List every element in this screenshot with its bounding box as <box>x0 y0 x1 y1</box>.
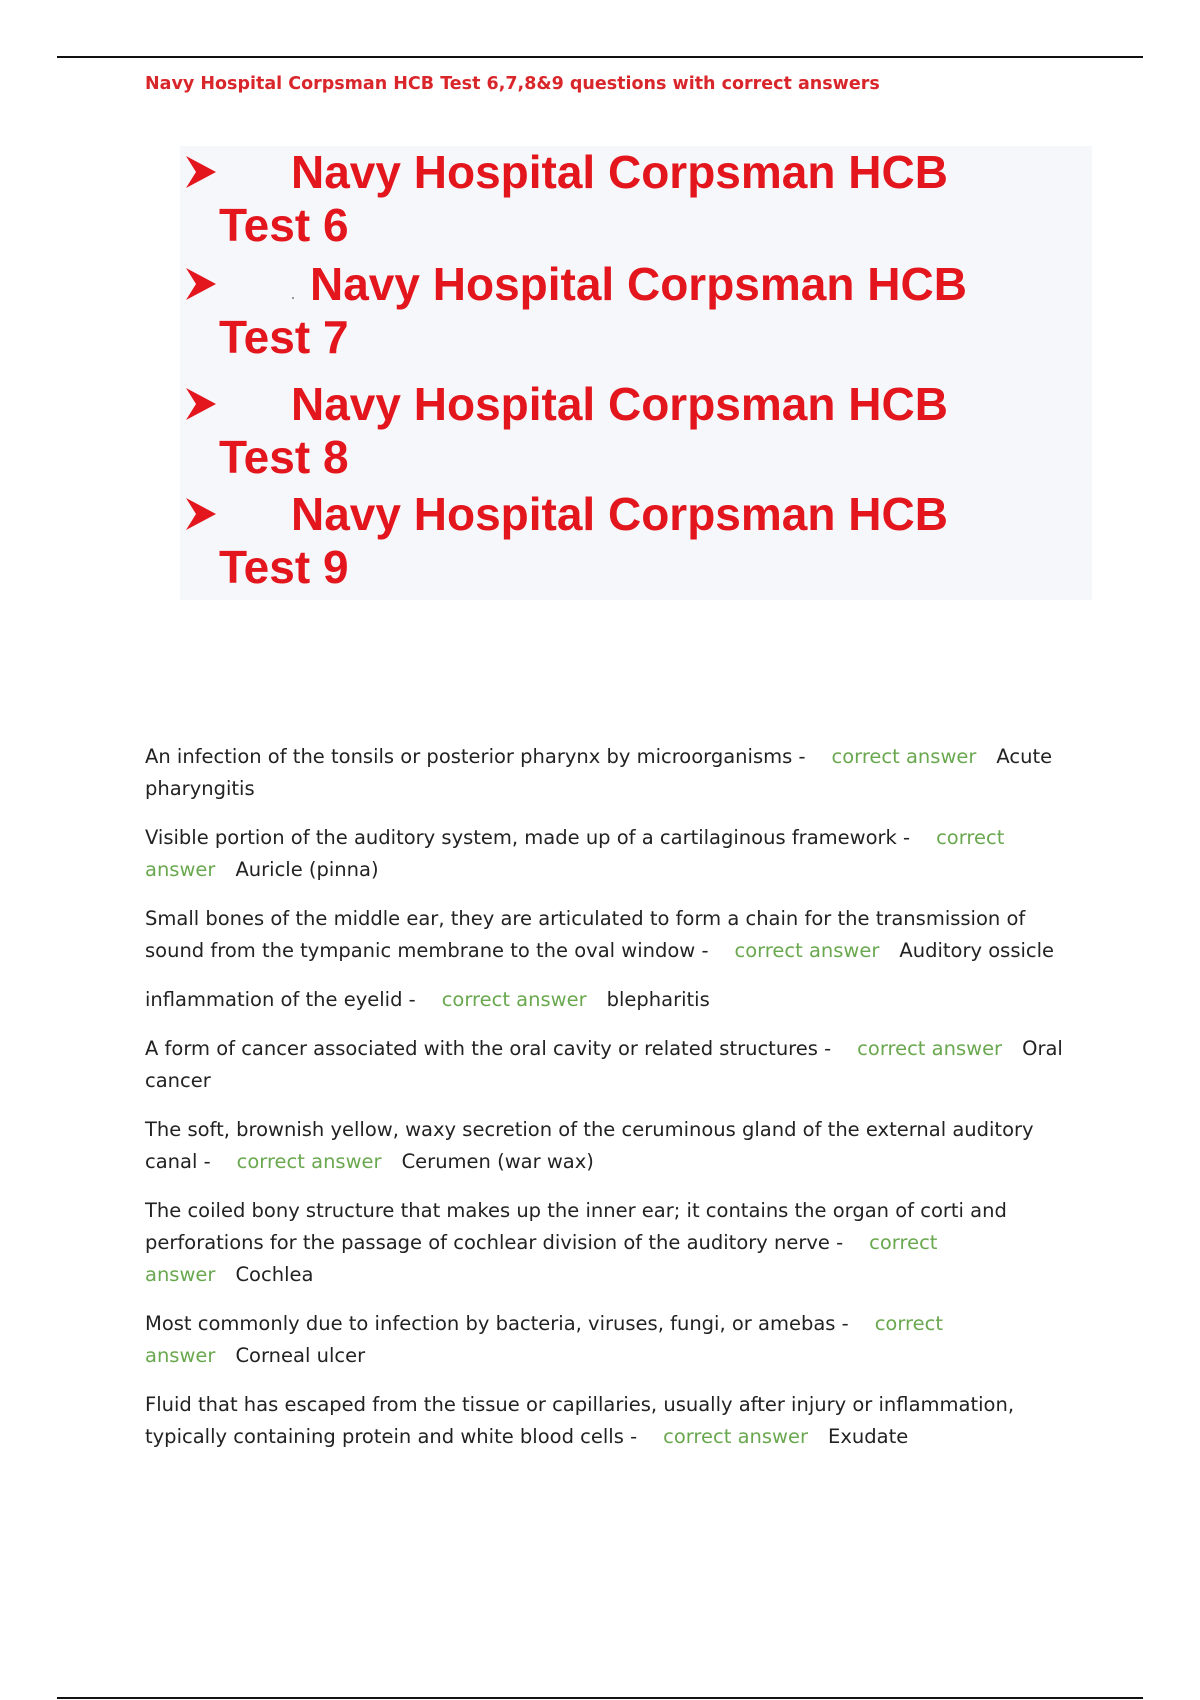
answer-text: Auditory ossicle <box>899 939 1055 962</box>
qa-item <box>145 984 1085 1016</box>
title-line: Navy Hospital Corpsman HCB <box>291 488 948 540</box>
correct-answer-label: correct answer <box>145 1231 938 1286</box>
title-item <box>180 378 1092 490</box>
qa-item <box>145 822 1085 886</box>
question-text: The soft, brownish yellow, waxy secretion of the ceruminous gland of the external auditory canal - <box>145 1118 1034 1173</box>
answer-text: Cochlea <box>235 1263 314 1286</box>
arrow-bullet-icon <box>184 386 218 422</box>
arrow-bullet-icon <box>184 496 218 532</box>
top-rule <box>57 56 1143 58</box>
title-line: Navy Hospital Corpsman HCB <box>291 146 948 198</box>
title-test-number: Test 6 <box>219 199 349 251</box>
title-test-number: Test 8 <box>219 431 349 483</box>
correct-answer-label: correct answer <box>857 1037 1003 1060</box>
title-item <box>180 488 1092 600</box>
answer-text: Oral cancer <box>145 1037 1063 1092</box>
answer-text: Cerumen (war wax) <box>401 1150 594 1173</box>
bottom-rule <box>57 1697 1143 1699</box>
qa-item <box>145 741 1085 805</box>
question-text: An infection of the tonsils or posterior pharynx by microorganisms - <box>145 745 806 768</box>
answer-text: Exudate <box>828 1425 909 1448</box>
qa-list <box>145 741 1085 1470</box>
correct-answer-label: correct answer <box>734 939 880 962</box>
qa-item <box>145 1033 1085 1097</box>
document-header: Navy Hospital Corpsman HCB Test 6,7,8&9 questions with correct answers <box>145 74 880 94</box>
qa-item <box>145 1195 1085 1291</box>
question-text: Most commonly due to infection by bacteria, viruses, fungi, or amebas - <box>145 1312 849 1335</box>
title-line: Navy Hospital Corpsman HCB <box>291 378 948 430</box>
question-text: A form of cancer associated with the oral cavity or related structures - <box>145 1037 832 1060</box>
title-item <box>180 258 1092 370</box>
title-test-number: Test 9 <box>219 541 349 593</box>
question-text: The coiled bony structure that makes up the inner ear; it contains the organ of corti and perforations for the passage of cochlear division of the auditory nerve - <box>145 1199 1007 1254</box>
correct-answer-label: correct answer <box>145 1312 943 1367</box>
title-test-number: Test 7 <box>219 311 349 363</box>
answer-text: Acute pharyngitis <box>145 745 1053 800</box>
correct-answer-label: correct answer <box>236 1150 382 1173</box>
title-block <box>180 146 1092 600</box>
question-text: Visible portion of the auditory system, made up of a cartilaginous framework - <box>145 826 911 849</box>
correct-answer-label: correct answer <box>831 745 977 768</box>
stray-dot <box>292 297 294 299</box>
question-text: inflammation of the eyelid - <box>145 988 416 1011</box>
answer-text: Auricle (pinna) <box>235 858 379 881</box>
title-item <box>180 146 1092 258</box>
correct-answer-label: correct answer <box>145 826 1005 881</box>
arrow-bullet-icon <box>184 266 218 302</box>
qa-item <box>145 1308 1085 1372</box>
question-text: Small bones of the middle ear, they are articulated to form a chain for the transmission of sound from the tympanic membrane to the oval window - <box>145 907 1026 962</box>
question-text: Fluid that has escaped from the tissue or capillaries, usually after injury or inflammation, typically containing protein and white blood cells - <box>145 1393 1015 1448</box>
qa-item <box>145 903 1085 967</box>
title-line: Navy Hospital Corpsman HCB <box>310 258 967 310</box>
answer-text: Corneal ulcer <box>235 1344 366 1367</box>
qa-item <box>145 1389 1085 1453</box>
correct-answer-label: correct answer <box>441 988 587 1011</box>
arrow-bullet-icon <box>184 154 218 190</box>
correct-answer-label: correct answer <box>663 1425 809 1448</box>
answer-text: blepharitis <box>606 988 710 1011</box>
qa-item <box>145 1114 1085 1178</box>
